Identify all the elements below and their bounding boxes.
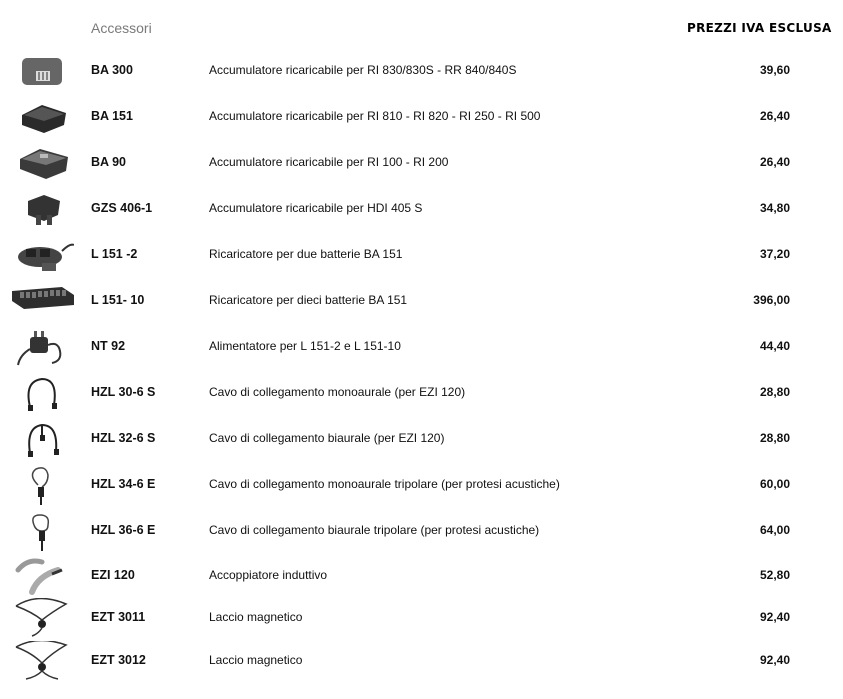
product-code: NT 92 <box>91 339 126 353</box>
product-price: 34,80 <box>759 201 790 215</box>
product-description: Accoppiatore induttivo <box>209 568 328 582</box>
product-description: Ricaricatore per dieci batterie BA 151 <box>209 293 408 307</box>
product-price: 39,60 <box>759 63 790 77</box>
product-row <box>0 465 843 505</box>
neck-loop-icon <box>12 598 74 638</box>
product-code: EZT 3011 <box>91 610 146 624</box>
battery-icon <box>12 97 74 137</box>
product-row <box>0 556 843 596</box>
product-description: Cavo di collegamento biaurale tripolare (per protesi acustiche) <box>209 523 540 537</box>
product-price: 26,40 <box>759 109 790 123</box>
product-price: 28,80 <box>759 385 790 399</box>
battery-pack-icon <box>12 51 74 91</box>
product-description: Cavo di collegamento monoaurale (per EZI 120) <box>209 385 466 399</box>
cable-icon <box>12 373 74 413</box>
product-code: HZL 30-6 S <box>91 385 156 399</box>
battery-clip-icon <box>12 189 74 229</box>
product-row <box>0 97 843 137</box>
product-code: L 151 -2 <box>91 247 138 261</box>
product-code: L 151- 10 <box>91 293 145 307</box>
product-row <box>0 143 843 183</box>
product-description: Accumulatore ricaricabile per RI 830/830S - RR 840/840S <box>209 63 517 77</box>
product-row <box>0 419 843 459</box>
product-price: 396,00 <box>753 293 790 307</box>
product-row <box>0 281 843 321</box>
product-code: HZL 36-6 E <box>91 523 156 537</box>
product-row <box>0 373 843 413</box>
product-row <box>0 511 843 551</box>
product-description: Accumulatore ricaricabile per HDI 405 S <box>209 201 423 215</box>
product-code: BA 300 <box>91 63 133 77</box>
product-row <box>0 641 843 681</box>
product-code: BA 151 <box>91 109 133 123</box>
product-price: 37,20 <box>759 247 790 261</box>
section-title: Accessori <box>91 20 152 36</box>
product-price: 92,40 <box>759 653 790 667</box>
product-row <box>0 189 843 229</box>
product-row <box>0 235 843 275</box>
product-description: Accumulatore ricaricabile per RI 100 - RI 200 <box>209 155 449 169</box>
product-code: EZI 120 <box>91 568 135 582</box>
multi-charger-icon <box>12 281 74 321</box>
power-adapter-icon <box>12 327 74 367</box>
product-code: BA 90 <box>91 155 126 169</box>
cable-icon <box>12 511 74 551</box>
product-description: Alimentatore per L 151-2 e L 151-10 <box>209 339 401 353</box>
product-code: HZL 32-6 S <box>91 431 156 445</box>
product-description: Ricaricatore per due batterie BA 151 <box>209 247 403 261</box>
product-price: 64,00 <box>759 523 790 537</box>
cable-icon <box>12 419 74 459</box>
product-row <box>0 598 843 638</box>
inductive-coupler-icon <box>12 556 74 596</box>
product-description: Laccio magnetico <box>209 653 303 667</box>
product-description: Cavo di collegamento monoaurale tripolare (per protesi acustiche) <box>209 477 560 491</box>
product-description: Laccio magnetico <box>209 610 303 624</box>
product-description: Cavo di collegamento biaurale (per EZI 120) <box>209 431 445 445</box>
neck-loop-icon <box>12 641 74 681</box>
product-price: 26,40 <box>759 155 790 169</box>
product-code: HZL 34-6 E <box>91 477 156 491</box>
product-code: GZS 406-1 <box>91 201 153 215</box>
product-price: 28,80 <box>759 431 790 445</box>
product-price: 44,40 <box>759 339 790 353</box>
product-code: EZT 3012 <box>91 653 146 667</box>
battery-icon <box>12 143 74 183</box>
cable-icon <box>12 465 74 505</box>
product-price: 92,40 <box>759 610 790 624</box>
product-price: 60,00 <box>759 477 790 491</box>
product-row <box>0 327 843 367</box>
price-header: PREZZI IVA ESCLUSA <box>687 21 832 35</box>
charger-icon <box>12 235 74 275</box>
product-price: 52,80 <box>759 568 790 582</box>
product-description: Accumulatore ricaricabile per RI 810 - RI 820 - RI 250 - RI 500 <box>209 109 541 123</box>
product-row <box>0 51 843 91</box>
